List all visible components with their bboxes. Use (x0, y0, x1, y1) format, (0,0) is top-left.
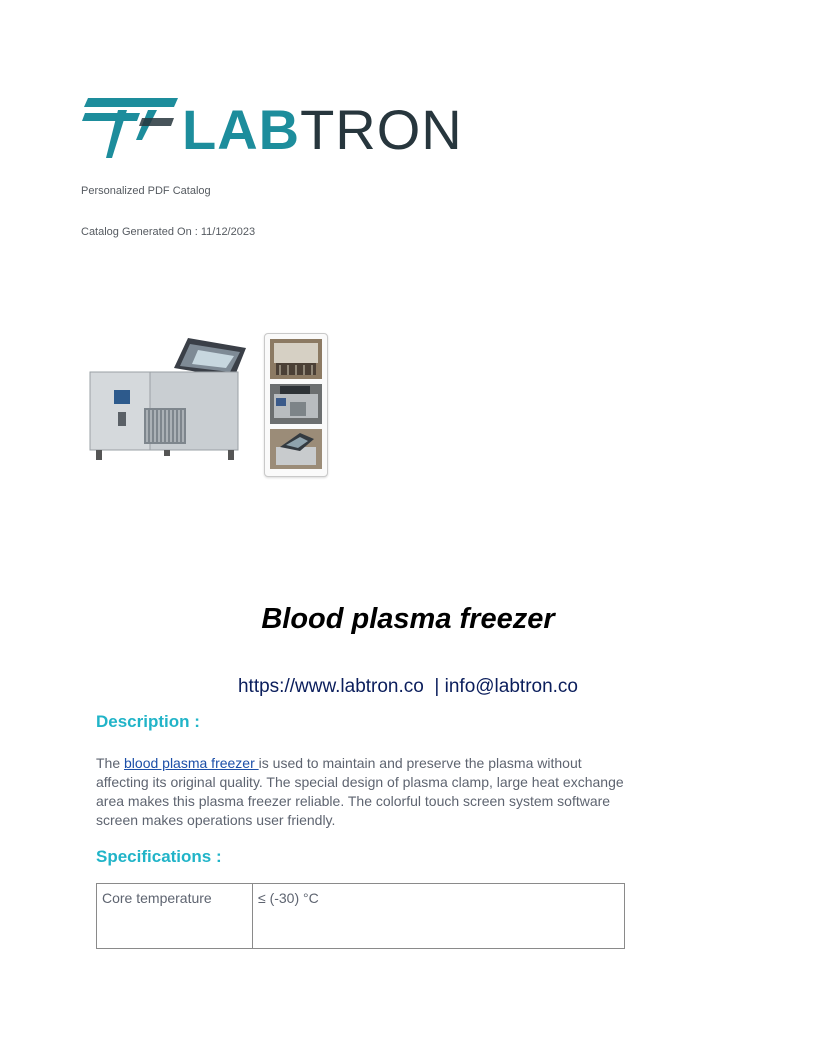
spec-key: Core temperature (97, 884, 253, 949)
specifications-heading: Specifications : (96, 847, 222, 866)
labtron-logo (82, 96, 462, 162)
logo-word-lab: LAB (182, 98, 301, 161)
labtron-mark-icon (82, 96, 180, 160)
website-link[interactable]: https://www.labtron.co (237, 676, 424, 697)
thumbnail-unit-front[interactable] (270, 384, 322, 424)
blood-plasma-freezer-link[interactable]: blood plasma freezer (124, 755, 259, 771)
description-text (96, 754, 636, 830)
table-row (97, 884, 625, 949)
product-title: Blood plasma freezer (261, 603, 555, 635)
specifications-table (96, 883, 625, 949)
thumbnail-open-chamber[interactable] (270, 339, 322, 379)
email-link[interactable]: info@labtron.co (444, 676, 579, 697)
contact-separator: | (434, 676, 440, 697)
catalog-label: Personalized PDF Catalog (81, 185, 211, 197)
product-thumbnail-strip[interactable] (264, 333, 328, 477)
logo-wordmark (182, 98, 463, 161)
spec-value: ≤ (-30) °C (253, 884, 625, 949)
catalog-generated-date: Catalog Generated On : 11/12/2023 (81, 226, 256, 238)
description-heading: Description : (96, 712, 200, 731)
description-body: is used to maintain and preserve the plasma without affecting its original quality. The special design of plasma clamp, large heat exchange area makes this plasma freezer reliable. The colorful touch screen system software screen makes operations user friendly. (96, 755, 624, 828)
product-image (88, 332, 248, 474)
description-intro: The (96, 755, 125, 771)
logo-word-tron: TRON (300, 98, 463, 161)
contact-line (0, 676, 816, 698)
thumbnail-lid-open[interactable] (270, 429, 322, 469)
